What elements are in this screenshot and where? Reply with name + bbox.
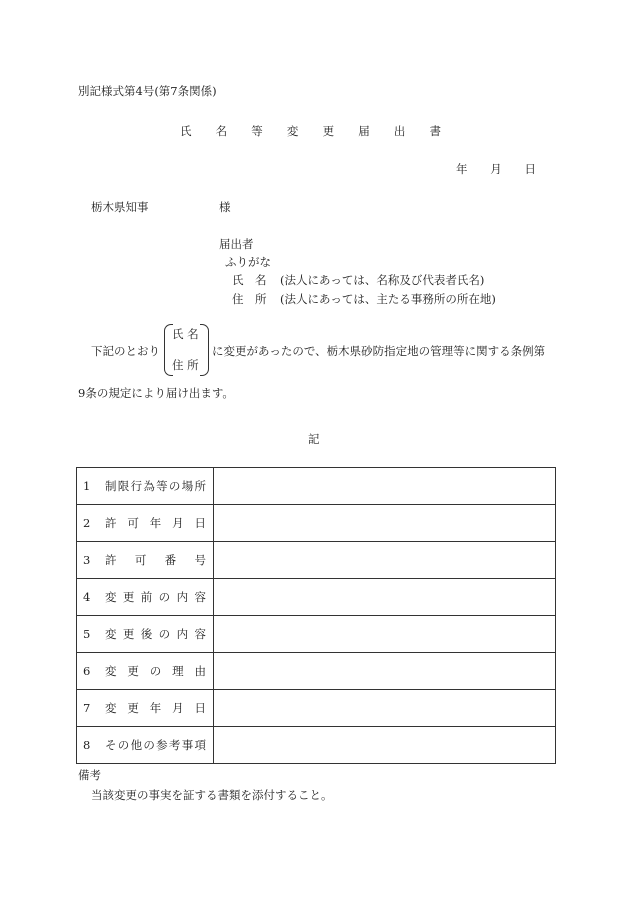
date-unit: 月 <box>490 162 502 176</box>
item-label-char: 後 <box>140 627 153 641</box>
item-label-char: 考 <box>168 738 181 752</box>
title-char: 氏 <box>180 124 192 138</box>
item-number: 5 <box>83 627 91 641</box>
item-label-char: の <box>143 738 155 752</box>
address-label: 住 所 <box>232 292 267 306</box>
item-label-char: 番 <box>164 553 177 567</box>
item-label-char: 変 <box>105 590 117 604</box>
date-unit: 年 <box>456 162 468 176</box>
item-label-char: 更 <box>122 590 135 604</box>
item-label-char: 等 <box>156 479 168 493</box>
item-label-char: 容 <box>194 627 206 641</box>
change-type-bracket <box>164 324 209 376</box>
item-label-char: 号 <box>194 553 206 567</box>
honorific: 様 <box>219 200 231 214</box>
item-value-field[interactable] <box>214 616 556 653</box>
item-label-char: 年 <box>149 701 162 715</box>
statement-prefix: 下記のとおり <box>91 344 160 358</box>
table-row <box>77 579 556 616</box>
table-row <box>77 505 556 542</box>
item-label-char: 変 <box>105 701 117 715</box>
title-char: 書 <box>429 124 441 138</box>
item-label-char: の <box>158 627 171 641</box>
item-label-char: 限 <box>117 479 130 493</box>
item-label-char: 制 <box>105 479 117 493</box>
item-number: 7 <box>83 701 91 715</box>
item-label-char: 更 <box>127 701 139 715</box>
item-number: 4 <box>83 590 91 604</box>
item-value-field[interactable] <box>214 542 556 579</box>
right-bracket <box>200 324 209 376</box>
item-value-field[interactable] <box>214 505 556 542</box>
document-title <box>180 124 441 138</box>
date-unit: 日 <box>524 162 536 176</box>
item-label-char: 可 <box>134 553 147 567</box>
remarks-heading: 備考 <box>78 768 101 782</box>
item-label-cell <box>77 616 214 653</box>
item-label-cell <box>77 727 214 764</box>
item-number: 6 <box>83 664 91 678</box>
item-label-char: 事 <box>181 738 194 752</box>
item-label-char: 月 <box>172 701 184 715</box>
item-label-cell <box>77 542 214 579</box>
item-label-char: 変 <box>105 627 117 641</box>
item-value-field[interactable] <box>214 727 556 764</box>
table-row <box>77 690 556 727</box>
title-char: 名 <box>215 124 228 138</box>
ki-heading: 記 <box>308 432 320 446</box>
table-row <box>77 653 556 690</box>
item-label-char: の <box>168 479 181 493</box>
item-label <box>99 626 213 642</box>
notifier-heading: 届出者 <box>219 237 254 251</box>
item-label-char: 年 <box>149 516 162 530</box>
item-number: 8 <box>83 738 91 752</box>
table-row <box>77 727 556 764</box>
item-label-char: 行 <box>130 479 143 493</box>
item-label-char: 為 <box>143 479 155 493</box>
item-label-char: 前 <box>140 590 153 604</box>
table-row <box>77 616 556 653</box>
item-number: 1 <box>83 479 91 493</box>
item-label-char: 日 <box>194 701 206 715</box>
item-label <box>99 552 213 568</box>
date-line <box>456 162 536 176</box>
table-row <box>77 468 556 505</box>
remarks-text: 当該変更の事実を証する書類を添付すること。 <box>91 788 333 802</box>
item-label-char: 所 <box>194 479 206 493</box>
item-label-char: 容 <box>194 590 206 604</box>
item-label-char: 内 <box>176 627 189 641</box>
item-label-cell <box>77 653 214 690</box>
item-label-char: 月 <box>172 516 184 530</box>
item-label-char: 更 <box>127 664 139 678</box>
item-label-char: 変 <box>105 664 117 678</box>
form-reference: 別記様式第4号(第7条関係) <box>78 84 217 98</box>
item-label <box>99 589 213 605</box>
item-label <box>99 737 213 753</box>
item-label-char: 他 <box>130 738 143 752</box>
item-label-char: 参 <box>156 738 168 752</box>
item-value-field[interactable] <box>214 690 556 727</box>
item-value-field[interactable] <box>214 468 556 505</box>
item-label-char: そ <box>105 738 117 752</box>
item-label <box>99 515 213 531</box>
item-label-char: 更 <box>122 627 135 641</box>
statement-line2: 9条の規定により届け出ます。 <box>78 386 234 400</box>
address-note: (法人にあっては、主たる事務所の所在地) <box>280 292 496 306</box>
item-label-char: の <box>149 664 162 678</box>
item-label-char: 日 <box>194 516 206 530</box>
option-name: 氏 名 <box>172 327 199 341</box>
name-note: (法人にあっては、名称及び代表者氏名) <box>280 273 485 287</box>
title-char: 出 <box>393 124 406 138</box>
option-address: 住 所 <box>172 358 199 372</box>
furigana-label: ふりがな <box>225 255 271 269</box>
item-label-cell <box>77 690 214 727</box>
item-label-char: の <box>158 590 171 604</box>
item-label-cell <box>77 468 214 505</box>
title-char: 更 <box>322 124 335 138</box>
item-label-cell <box>77 579 214 616</box>
title-char: 変 <box>286 124 299 138</box>
item-label <box>99 478 213 494</box>
item-number: 2 <box>83 516 91 530</box>
table-row <box>77 542 556 579</box>
item-label-char: 可 <box>127 516 139 530</box>
item-label-char: 内 <box>176 590 189 604</box>
items-table <box>76 467 556 764</box>
item-label-char: 理 <box>172 664 184 678</box>
item-label-char: 由 <box>194 664 206 678</box>
item-number: 3 <box>83 553 91 567</box>
item-label-char: 許 <box>105 553 117 567</box>
title-char: 届 <box>358 124 370 138</box>
name-label: 氏 名 <box>232 273 267 287</box>
item-value-field[interactable] <box>214 579 556 616</box>
title-char: 等 <box>251 124 263 138</box>
addressee: 栃木県知事 <box>91 200 149 214</box>
item-label-char: 許 <box>105 516 117 530</box>
statement-suffix: に変更があったので、栃木県砂防指定地の管理等に関する条例第 <box>212 344 546 358</box>
item-value-field[interactable] <box>214 653 556 690</box>
item-label <box>99 663 213 679</box>
item-label-char: 場 <box>181 479 194 493</box>
item-label-cell <box>77 505 214 542</box>
item-label-char: 項 <box>194 738 206 752</box>
item-label-char: の <box>117 738 130 752</box>
item-label <box>99 700 213 716</box>
